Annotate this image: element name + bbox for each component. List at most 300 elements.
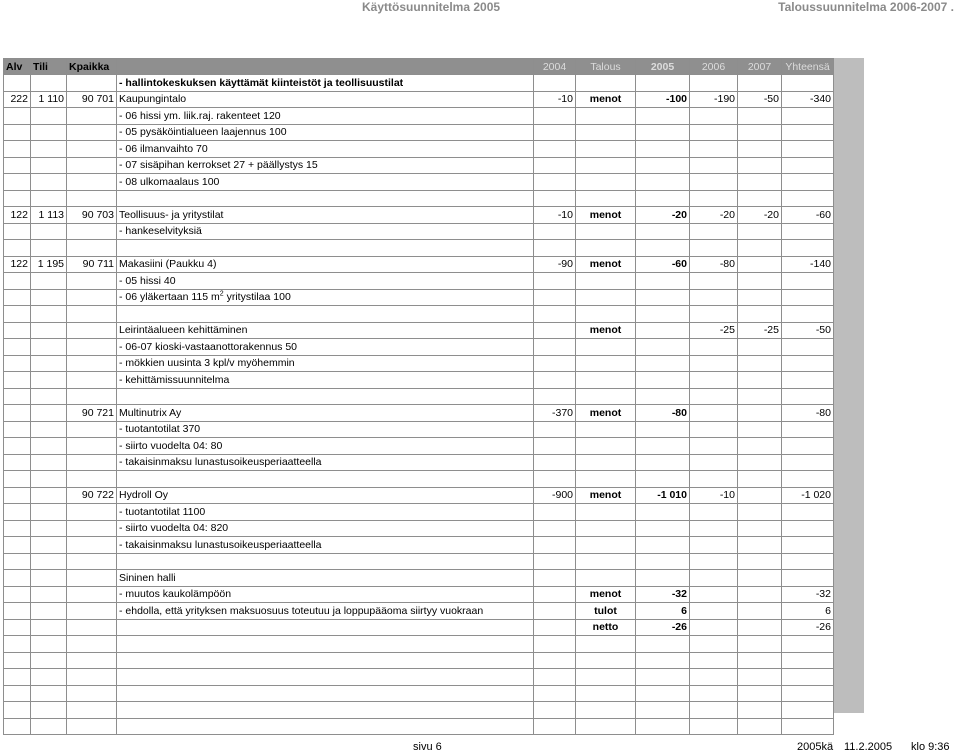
col-kpaikka: Kpaikka [67, 59, 117, 75]
total-cell [782, 124, 834, 141]
alv-cell [4, 603, 31, 620]
description-text: - tuotantotilat 370 [119, 423, 201, 436]
alv-cell [4, 421, 31, 438]
tili-cell [31, 520, 67, 537]
total-cell [782, 570, 834, 587]
col-tili: Tili [31, 59, 67, 75]
value-2004-cell [534, 685, 576, 702]
value-2004-cell [534, 537, 576, 554]
table-row [4, 718, 834, 735]
table-row [4, 223, 834, 240]
value-2005-cell [636, 306, 690, 323]
value-2007-cell [738, 718, 782, 735]
kpaikka-cell: 90 721 [67, 405, 117, 422]
value-2006-cell [690, 718, 738, 735]
total-cell [782, 454, 834, 471]
table-row [4, 75, 834, 92]
total-cell [782, 273, 834, 290]
value-2007-cell [738, 355, 782, 372]
kpaikka-cell [67, 454, 117, 471]
value-2006-cell: -25 [690, 322, 738, 339]
tili-cell [31, 619, 67, 636]
total-cell: -50 [782, 322, 834, 339]
kpaikka-cell [67, 339, 117, 356]
file-name: 2005kä [797, 741, 834, 753]
alv-cell [4, 174, 31, 191]
table-row [4, 91, 834, 108]
type-cell [576, 355, 636, 372]
alv-cell [4, 108, 31, 125]
value-2005-cell [636, 504, 690, 521]
tili-cell [31, 157, 67, 174]
description-cell [117, 273, 534, 290]
value-2007-cell [738, 141, 782, 158]
type-cell: tulot [576, 603, 636, 620]
total-cell [782, 174, 834, 191]
value-2005-cell [636, 339, 690, 356]
description-cell [117, 471, 534, 488]
table-row [4, 586, 834, 603]
table-row [4, 322, 834, 339]
total-cell: -60 [782, 207, 834, 224]
total-cell [782, 669, 834, 686]
description-cell [117, 124, 534, 141]
value-2004-cell [534, 586, 576, 603]
table-row [4, 405, 834, 422]
table-row [4, 273, 834, 290]
type-cell [576, 636, 636, 653]
value-2004-cell [534, 504, 576, 521]
value-2006-cell: -20 [690, 207, 738, 224]
alv-cell [4, 322, 31, 339]
alv-cell [4, 471, 31, 488]
type-cell [576, 223, 636, 240]
description-cell [117, 289, 534, 306]
value-2005-cell: -80 [636, 405, 690, 422]
page-number: sivu 6 [413, 741, 442, 753]
kpaikka-cell [67, 636, 117, 653]
value-2005-cell [636, 108, 690, 125]
value-2005-cell [636, 537, 690, 554]
col-2007: 2007 [738, 59, 782, 75]
description-cell [117, 520, 534, 537]
total-cell [782, 421, 834, 438]
kpaikka-cell [67, 471, 117, 488]
kpaikka-cell [67, 652, 117, 669]
description-cell [117, 438, 534, 455]
kpaikka-cell: 90 711 [67, 256, 117, 273]
value-2006-cell [690, 405, 738, 422]
kpaikka-cell [67, 570, 117, 587]
col-description [117, 59, 534, 75]
value-2007-cell [738, 240, 782, 257]
table-row [4, 570, 834, 587]
type-cell [576, 339, 636, 356]
value-2007-cell [738, 520, 782, 537]
type-cell [576, 718, 636, 735]
value-2006-cell [690, 454, 738, 471]
type-cell [576, 157, 636, 174]
alv-cell [4, 75, 31, 92]
total-cell: -140 [782, 256, 834, 273]
type-cell [576, 421, 636, 438]
value-2006-cell [690, 619, 738, 636]
value-2004-cell [534, 520, 576, 537]
value-2007-cell [738, 504, 782, 521]
table-row [4, 652, 834, 669]
type-cell [576, 124, 636, 141]
total-cell [782, 157, 834, 174]
description-cell [117, 256, 534, 273]
alv-cell: 122 [4, 207, 31, 224]
value-2006-cell [690, 339, 738, 356]
description-text: Sininen halli [119, 571, 176, 584]
total-cell [782, 355, 834, 372]
value-2004-cell: -90 [534, 256, 576, 273]
total-cell [782, 240, 834, 257]
total-cell [782, 190, 834, 207]
kpaikka-cell [67, 75, 117, 92]
table-row [4, 190, 834, 207]
value-2007-cell [738, 652, 782, 669]
type-cell [576, 454, 636, 471]
description-text-cont: yritystilaa 100 [223, 291, 291, 304]
tili-cell [31, 669, 67, 686]
value-2006-cell [690, 520, 738, 537]
description-cell [117, 223, 534, 240]
type-cell [576, 289, 636, 306]
alv-cell [4, 141, 31, 158]
value-2005-cell [636, 702, 690, 719]
value-2006-cell [690, 421, 738, 438]
value-2007-cell [738, 570, 782, 587]
value-2005-cell [636, 553, 690, 570]
alv-cell: 122 [4, 256, 31, 273]
total-cell [782, 636, 834, 653]
table-row [4, 537, 834, 554]
table-row [4, 157, 834, 174]
value-2006-cell [690, 240, 738, 257]
value-2006-cell: -190 [690, 91, 738, 108]
value-2004-cell [534, 289, 576, 306]
table-row [4, 174, 834, 191]
alv-cell [4, 372, 31, 389]
superscript: 2 [219, 290, 224, 298]
value-2004-cell: -10 [534, 207, 576, 224]
value-2006-cell [690, 471, 738, 488]
alv-cell [4, 190, 31, 207]
value-2007-cell [738, 405, 782, 422]
value-2004-cell [534, 124, 576, 141]
document-title: Käyttösuunnitelma 2005 [362, 0, 501, 14]
header-row [4, 59, 834, 75]
value-2007-cell [738, 685, 782, 702]
kpaikka-cell [67, 157, 117, 174]
table-row [4, 520, 834, 537]
description-text: - hallintokeskuksen käyttämät kiinteistöt ja teollisuustilat [119, 76, 404, 89]
value-2004-cell [534, 355, 576, 372]
value-2006-cell [690, 438, 738, 455]
value-2005-cell [636, 421, 690, 438]
value-2004-cell [534, 553, 576, 570]
kpaikka-cell [67, 174, 117, 191]
value-2004-cell [534, 75, 576, 92]
value-2007-cell: -50 [738, 91, 782, 108]
value-2004-cell [534, 438, 576, 455]
tili-cell [31, 702, 67, 719]
type-cell [576, 75, 636, 92]
value-2006-cell [690, 306, 738, 323]
value-2007-cell [738, 75, 782, 92]
kpaikka-cell [67, 685, 117, 702]
description-cell [117, 652, 534, 669]
type-cell [576, 108, 636, 125]
type-cell [576, 190, 636, 207]
description-cell [117, 718, 534, 735]
value-2007-cell [738, 108, 782, 125]
value-2007-cell [738, 256, 782, 273]
kpaikka-cell [67, 306, 117, 323]
tili-cell [31, 124, 67, 141]
value-2006-cell [690, 652, 738, 669]
type-cell: menot [576, 487, 636, 504]
value-2007-cell: -25 [738, 322, 782, 339]
tili-cell: 1 110 [31, 91, 67, 108]
tili-cell [31, 718, 67, 735]
table-row [4, 256, 834, 273]
value-2007-cell [738, 619, 782, 636]
description-cell [117, 553, 534, 570]
alv-cell [4, 636, 31, 653]
value-2004-cell [534, 702, 576, 719]
type-cell [576, 306, 636, 323]
value-2005-cell [636, 322, 690, 339]
value-2005-cell [636, 355, 690, 372]
total-cell [782, 438, 834, 455]
description-cell [117, 504, 534, 521]
description-text: - mökkien uusinta 3 kpl/v myöhemmin [119, 357, 295, 370]
description-text: - tuotantotilat 1100 [119, 505, 206, 518]
description-cell [117, 141, 534, 158]
total-cell [782, 718, 834, 735]
tili-cell [31, 75, 67, 92]
value-2004-cell [534, 570, 576, 587]
value-2006-cell: -10 [690, 487, 738, 504]
value-2004-cell: -10 [534, 91, 576, 108]
value-2007-cell [738, 454, 782, 471]
type-cell [576, 240, 636, 257]
value-2005-cell [636, 718, 690, 735]
value-2005-cell [636, 190, 690, 207]
type-cell [576, 685, 636, 702]
total-cell: -80 [782, 405, 834, 422]
value-2007-cell [738, 289, 782, 306]
value-2007-cell [738, 273, 782, 290]
type-cell: netto [576, 619, 636, 636]
value-2005-cell [636, 174, 690, 191]
total-cell [782, 520, 834, 537]
description-text: - siirto vuodelta 04: 820 [119, 522, 229, 535]
kpaikka-cell [67, 537, 117, 554]
value-2005-cell [636, 289, 690, 306]
value-2004-cell [534, 372, 576, 389]
type-cell [576, 174, 636, 191]
tili-cell [31, 438, 67, 455]
alv-cell [4, 553, 31, 570]
value-2004-cell [534, 322, 576, 339]
value-2004-cell [534, 669, 576, 686]
value-2007-cell [738, 388, 782, 405]
total-cell [782, 504, 834, 521]
total-cell [782, 652, 834, 669]
value-2004-cell [534, 174, 576, 191]
total-cell [782, 75, 834, 92]
kpaikka-cell [67, 372, 117, 389]
tili-cell [31, 174, 67, 191]
alv-cell [4, 520, 31, 537]
value-2007-cell [738, 636, 782, 653]
description-cell [117, 388, 534, 405]
kpaikka-cell [67, 619, 117, 636]
value-2006-cell [690, 355, 738, 372]
description-cell [117, 240, 534, 257]
type-cell [576, 372, 636, 389]
alv-cell [4, 124, 31, 141]
description-text: Leirintäalueen kehittäminen [119, 324, 248, 337]
alv-cell [4, 504, 31, 521]
kpaikka-cell [67, 141, 117, 158]
value-2007-cell [738, 157, 782, 174]
tili-cell [31, 471, 67, 488]
value-2006-cell [690, 289, 738, 306]
value-2006-cell [690, 603, 738, 620]
kpaikka-cell [67, 504, 117, 521]
value-2006-cell [690, 141, 738, 158]
print-time: klo 9:36 [911, 741, 950, 753]
table-row [4, 685, 834, 702]
tili-cell [31, 240, 67, 257]
value-2006-cell [690, 108, 738, 125]
alv-cell [4, 306, 31, 323]
total-cell [782, 306, 834, 323]
type-cell [576, 652, 636, 669]
total-cell [782, 223, 834, 240]
table-row [4, 306, 834, 323]
total-cell [782, 471, 834, 488]
value-2004-cell [534, 273, 576, 290]
description-cell [117, 339, 534, 356]
total-cell: -26 [782, 619, 834, 636]
tili-cell: 1 195 [31, 256, 67, 273]
type-cell: menot [576, 405, 636, 422]
description-text: - 06-07 kioski-vastaanottorakennus 50 [119, 340, 298, 353]
kpaikka-cell [67, 388, 117, 405]
value-2006-cell [690, 702, 738, 719]
table-row [4, 421, 834, 438]
alv-cell [4, 339, 31, 356]
description-cell [117, 669, 534, 686]
value-2005-cell [636, 471, 690, 488]
alv-cell [4, 289, 31, 306]
description-cell [117, 322, 534, 339]
value-2006-cell [690, 273, 738, 290]
type-cell [576, 471, 636, 488]
kpaikka-cell [67, 520, 117, 537]
table-row [4, 636, 834, 653]
value-2006-cell [690, 669, 738, 686]
total-cell [782, 372, 834, 389]
table-row [4, 504, 834, 521]
tili-cell [31, 141, 67, 158]
type-cell [576, 702, 636, 719]
value-2005-cell [636, 652, 690, 669]
table-row [4, 669, 834, 686]
document-subtitle: Taloussuunnitelma 2006-2007 . [778, 0, 954, 14]
description-cell [117, 636, 534, 653]
tili-cell [31, 421, 67, 438]
kpaikka-cell: 90 722 [67, 487, 117, 504]
description-text: - 06 hissi ym. liik.raj. rakenteet 120 [119, 109, 281, 122]
alv-cell [4, 586, 31, 603]
description-cell [117, 702, 534, 719]
description-text: - kehittämissuunnitelma [119, 373, 230, 386]
total-cell: -32 [782, 586, 834, 603]
description-text: - 08 ulkomaalaus 100 [119, 175, 220, 188]
value-2006-cell [690, 223, 738, 240]
value-2007-cell [738, 553, 782, 570]
value-2005-cell: -100 [636, 91, 690, 108]
kpaikka-cell [67, 553, 117, 570]
tili-cell [31, 322, 67, 339]
value-2005-cell [636, 223, 690, 240]
value-2005-cell [636, 685, 690, 702]
table-row [4, 454, 834, 471]
value-2007-cell [738, 669, 782, 686]
description-text: - siirto vuodelta 04: 80 [119, 439, 223, 452]
value-2004-cell: -370 [534, 405, 576, 422]
value-2005-cell: -26 [636, 619, 690, 636]
total-cell [782, 685, 834, 702]
value-2007-cell [738, 537, 782, 554]
description-cell [117, 454, 534, 471]
type-cell [576, 520, 636, 537]
tili-cell [31, 223, 67, 240]
value-2006-cell [690, 388, 738, 405]
value-2006-cell [690, 570, 738, 587]
description-text: - 06 ilmanvaihto 70 [119, 142, 208, 155]
value-2005-cell [636, 636, 690, 653]
description-cell [117, 570, 534, 587]
value-2005-cell [636, 669, 690, 686]
description-text: - 05 pysäköintialueen laajennus 100 [119, 126, 287, 139]
value-2007-cell [738, 174, 782, 191]
value-2006-cell [690, 636, 738, 653]
alv-cell [4, 685, 31, 702]
table-row [4, 619, 834, 636]
value-2006-cell [690, 372, 738, 389]
description-cell [117, 421, 534, 438]
description-text: - 07 sisäpihan kerrokset 27 + päällystys 15 [119, 159, 318, 172]
total-cell [782, 141, 834, 158]
value-2005-cell [636, 124, 690, 141]
value-2006-cell: -80 [690, 256, 738, 273]
kpaikka-cell [67, 702, 117, 719]
type-cell: menot [576, 322, 636, 339]
alv-cell [4, 438, 31, 455]
tili-cell [31, 372, 67, 389]
tili-cell [31, 636, 67, 653]
col-talous: Talous [576, 59, 636, 75]
